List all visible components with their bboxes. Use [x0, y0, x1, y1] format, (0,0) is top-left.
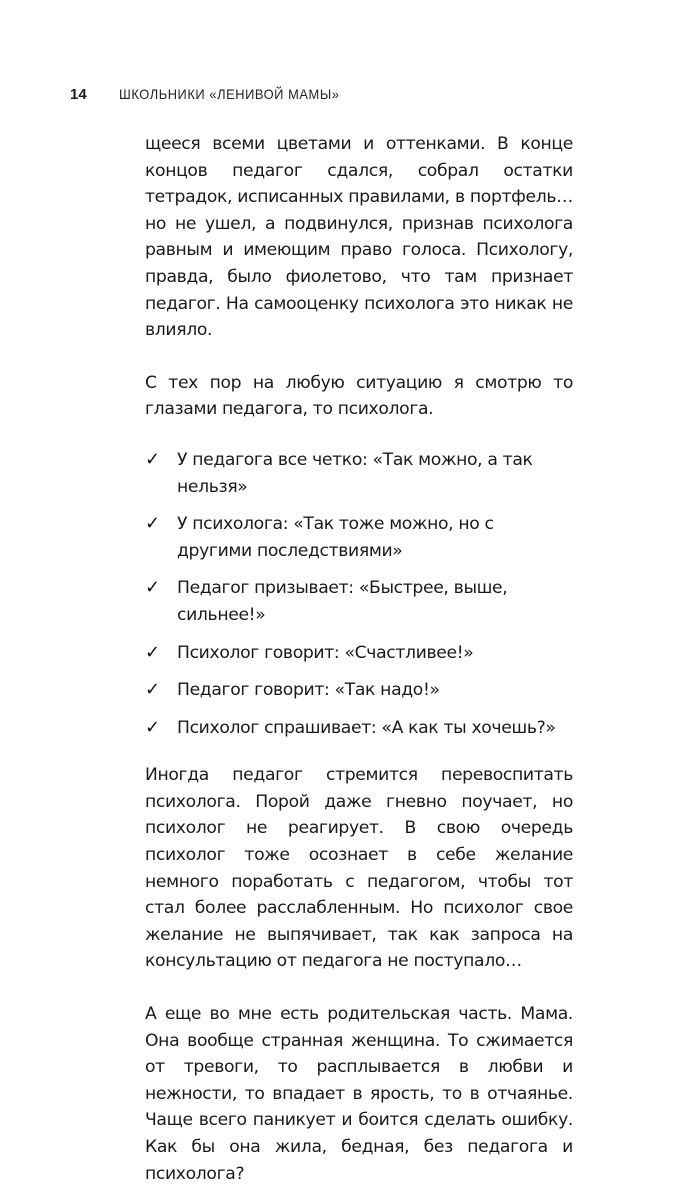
checkmark-icon: ✓	[145, 641, 160, 663]
checklist-item	[145, 575, 573, 628]
checkmark-icon: ✓	[145, 577, 160, 599]
paragraph: щееся всеми цветами и оттенками. В конце концов педагог сдался, собрал остатки тетрадок, исписанных правилами, в портфель… но не ушел, а подвинулся, признав психолога равным и имеющим право голоса. Психологу, правда, было фиолетово, что там признает педагог. На самооценку психолога это никак не влияло.	[145, 134, 573, 341]
checklist-item	[145, 511, 573, 564]
checklist-item-text: Психолог спрашивает: «А как ты хочешь?»	[177, 717, 556, 738]
checkmark-icon: ✓	[145, 716, 160, 738]
checklist-item	[145, 447, 573, 500]
paragraph: С тех пор на любую ситуацию я смотрю то глазами педагога, то психолога.	[145, 372, 573, 420]
checklist-item-text: У психолога: «Так тоже можно, но с другими последствиями»	[177, 514, 494, 561]
checklist-item	[145, 640, 573, 667]
running-title: ШКОЛЬНИКИ «ЛЕНИВОЙ МАМЫ»	[119, 86, 340, 102]
checklist-item-text: Педагог призывает: «Быстрее, выше, сильнее!»	[177, 578, 508, 625]
checkmark-icon: ✓	[145, 513, 160, 535]
page-header	[0, 86, 681, 106]
checklist-item	[145, 677, 573, 704]
checklist-item-text: Педагог говорит: «Так надо!»	[177, 680, 440, 701]
checklist-item	[145, 715, 573, 742]
checklist	[145, 447, 573, 741]
checkmark-icon: ✓	[145, 679, 160, 701]
paragraph: Иногда педагог стремится перевоспитать психолога. Порой даже гневно поучает, но психолог не реагирует. В свою очередь психолог тоже осознает в себе желание немного поработать с педагогом, чтобы тот стал более расслабленным. Но психолог свое желание не выпячивает, так как запроса на консультацию от педагога не поступало…	[145, 765, 573, 972]
checklist-item-text: У педагога все четко: «Так можно, а так нельзя»	[177, 449, 533, 497]
checklist-item-text: Психолог говорит: «Счастливее!»	[177, 642, 474, 663]
paragraph: А еще во мне есть родительская часть. Мама. Она вообще странная женщина. То сжимается от тревоги, то расплывается в любви и нежности, то впадает в ярость, то в отчаянье. Чаще всего паникует и боится сделать ошибку. Как бы она жила, бедная, без педагога и психолога?	[145, 1004, 573, 1184]
checkmark-icon: ✓	[145, 448, 160, 470]
page-body	[145, 131, 573, 1187]
page-number: 14	[70, 86, 87, 103]
